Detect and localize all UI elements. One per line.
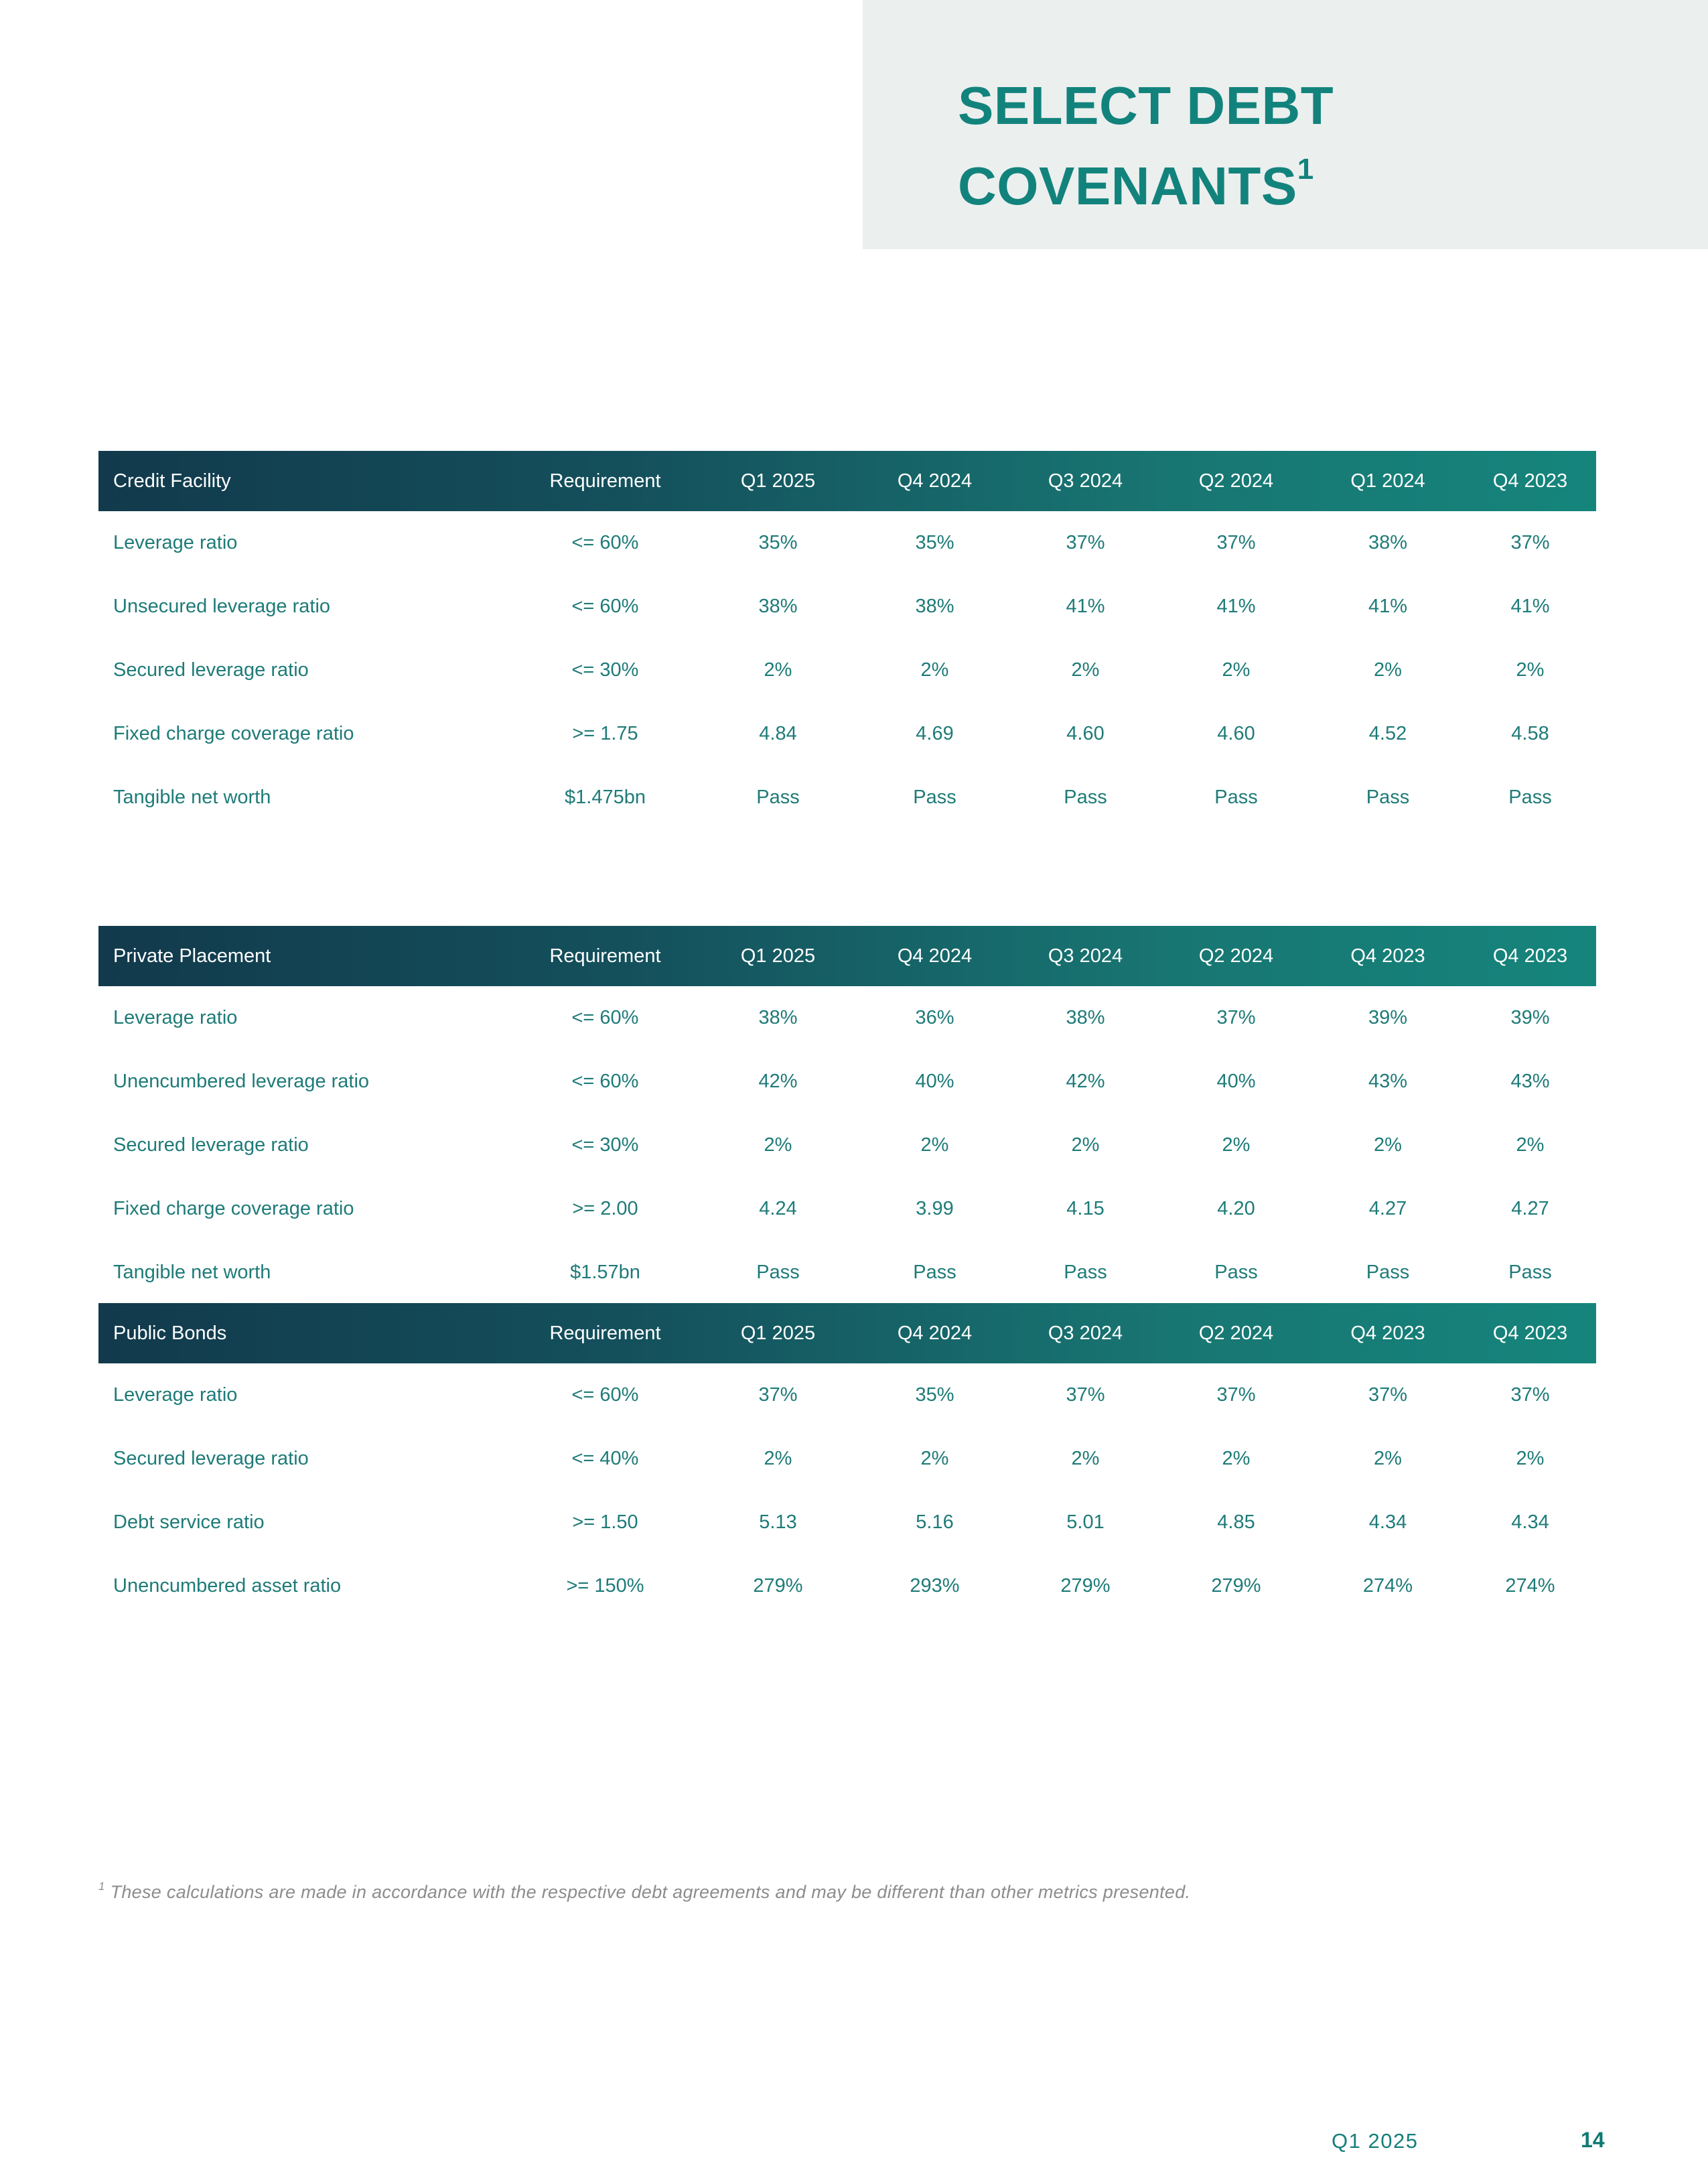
row-value: 274%	[1362, 1575, 1413, 1597]
footer-page-number: 14	[1581, 2128, 1605, 2152]
table-column-header: Q3 2024	[1048, 1322, 1123, 1344]
row-value: 38%	[1368, 532, 1408, 553]
row-label: Fixed charge coverage ratio	[113, 723, 354, 744]
table-row	[98, 702, 1596, 766]
row-value: 2%	[1374, 659, 1402, 681]
row-value: 37%	[1510, 532, 1550, 553]
row-value: 37%	[758, 1384, 798, 1406]
footnote-marker: 1	[98, 1880, 105, 1893]
row-value: 37%	[1066, 1384, 1105, 1406]
row-value: Pass	[1508, 787, 1552, 808]
row-value: <= 60%	[571, 596, 639, 617]
row-value: <= 60%	[571, 1384, 639, 1406]
table-row	[98, 1491, 1596, 1554]
table-header-row	[98, 926, 1596, 986]
row-value: <= 40%	[571, 1448, 639, 1469]
row-value: Pass	[1366, 787, 1410, 808]
row-value: 4.69	[916, 723, 954, 744]
row-value: 274%	[1505, 1575, 1555, 1597]
row-value: 279%	[1211, 1575, 1261, 1597]
row-value: 41%	[1216, 596, 1256, 617]
row-value: 2%	[1374, 1134, 1402, 1156]
row-value: <= 30%	[571, 659, 639, 681]
row-value: 4.60	[1066, 723, 1105, 744]
row-value: 2%	[764, 659, 792, 681]
row-value: 4.52	[1368, 723, 1407, 744]
row-value: Pass	[1064, 1262, 1107, 1283]
row-value: 37%	[1368, 1384, 1408, 1406]
row-value: 2%	[1071, 1448, 1100, 1469]
row-label: Unencumbered asset ratio	[113, 1575, 342, 1597]
row-value: Pass	[913, 1262, 956, 1283]
row-value: 35%	[915, 532, 954, 553]
row-value: 39%	[1368, 1007, 1408, 1028]
row-value: $1.57bn	[570, 1262, 640, 1283]
row-value: 37%	[1066, 532, 1105, 553]
row-value: $1.475bn	[565, 787, 646, 808]
row-value: 4.24	[759, 1198, 797, 1219]
covenant-table-credit-facility	[98, 451, 1596, 829]
table-column-header: Q1 2024	[1350, 470, 1425, 492]
table-title-cell: Public Bonds	[113, 1322, 227, 1344]
row-value: Pass	[1508, 1262, 1552, 1283]
row-value: 2%	[1516, 1448, 1545, 1469]
row-value: 2%	[1222, 1448, 1251, 1469]
table-column-header: Q4 2023	[1350, 1322, 1425, 1344]
row-value: 2%	[1374, 1448, 1402, 1469]
row-label: Tangible net worth	[113, 1262, 271, 1283]
row-value: 2%	[920, 1134, 949, 1156]
row-value: Pass	[913, 787, 956, 808]
table-row	[98, 1554, 1596, 1618]
table-column-header: Q4 2024	[897, 470, 973, 492]
row-value: 37%	[1216, 1384, 1256, 1406]
row-value: <= 60%	[571, 1071, 639, 1092]
row-value: 2%	[1516, 659, 1545, 681]
page-title-footnote-marker: 1	[1297, 153, 1314, 186]
table-column-header: Q2 2024	[1198, 1322, 1274, 1344]
row-label: Tangible net worth	[113, 787, 271, 808]
row-value: <= 60%	[571, 532, 639, 553]
footer-quarter-label: Q1 2025	[1332, 2129, 1419, 2153]
table-row	[98, 1177, 1596, 1241]
row-value: 2%	[1222, 659, 1251, 681]
row-value: 41%	[1066, 596, 1105, 617]
row-value: 38%	[915, 596, 954, 617]
row-value: 43%	[1510, 1071, 1550, 1092]
row-value: 42%	[758, 1071, 798, 1092]
row-label: Secured leverage ratio	[113, 1448, 309, 1469]
row-value: Pass	[1214, 787, 1258, 808]
row-value: 41%	[1510, 596, 1550, 617]
table-column-header: Q1 2025	[740, 470, 816, 492]
page-title-line1: SELECT DEBT	[958, 76, 1334, 135]
footnote	[98, 1880, 1190, 1903]
table-row	[98, 511, 1596, 575]
covenant-table-private-placement	[98, 926, 1596, 1304]
row-value: >= 1.50	[572, 1511, 638, 1533]
table-row	[98, 575, 1596, 638]
table-row	[98, 986, 1596, 1050]
table-column-header: Q2 2024	[1198, 945, 1274, 967]
row-value: Pass	[756, 787, 800, 808]
table-row	[98, 1050, 1596, 1113]
table-row	[98, 1363, 1596, 1427]
row-label: Debt service ratio	[113, 1511, 265, 1533]
row-value: 38%	[1066, 1007, 1105, 1028]
table-column-header: Q4 2023	[1492, 945, 1568, 967]
row-value: 2%	[920, 1448, 949, 1469]
row-value: 5.01	[1066, 1511, 1105, 1533]
row-value: 37%	[1510, 1384, 1550, 1406]
row-value: 43%	[1368, 1071, 1408, 1092]
row-value: 3.99	[916, 1198, 954, 1219]
row-value: 4.27	[1511, 1198, 1549, 1219]
table-column-header: Q3 2024	[1048, 945, 1123, 967]
row-value: >= 1.75	[572, 723, 638, 744]
row-value: <= 30%	[571, 1134, 639, 1156]
row-value: 2%	[1222, 1134, 1251, 1156]
table-row	[98, 638, 1596, 702]
row-value: 40%	[915, 1071, 954, 1092]
row-value: 35%	[758, 532, 798, 553]
row-value: Pass	[1366, 1262, 1410, 1283]
row-value: 2%	[764, 1448, 792, 1469]
row-value: Pass	[1214, 1262, 1258, 1283]
row-value: 279%	[753, 1575, 803, 1597]
table-title-cell: Credit Facility	[113, 470, 231, 492]
footnote-text: These calculations are made in accordance with the respective debt agreements and may be different than other metrics presented.	[110, 1882, 1191, 1902]
row-value: 42%	[1066, 1071, 1105, 1092]
row-value: 38%	[758, 1007, 798, 1028]
table-column-header: Q4 2023	[1492, 1322, 1568, 1344]
table-column-header: Requirement	[549, 945, 661, 967]
row-value: 2%	[920, 659, 949, 681]
row-value: 39%	[1510, 1007, 1550, 1028]
row-label: Unsecured leverage ratio	[113, 596, 331, 617]
table-column-header: Requirement	[549, 470, 661, 492]
row-value: 279%	[1060, 1575, 1111, 1597]
row-value: 37%	[1216, 1007, 1256, 1028]
row-value: 4.27	[1368, 1198, 1407, 1219]
row-value: 4.20	[1217, 1198, 1255, 1219]
table-row	[98, 1241, 1596, 1304]
row-value: 4.34	[1368, 1511, 1407, 1533]
row-value: 4.15	[1066, 1198, 1105, 1219]
row-value: 4.60	[1217, 723, 1255, 744]
table-column-header: Q3 2024	[1048, 470, 1123, 492]
row-value: 2%	[1071, 659, 1100, 681]
hero-band	[863, 0, 1708, 249]
page-title	[958, 66, 1334, 226]
row-value: Pass	[1064, 787, 1107, 808]
table-column-header: Q4 2023	[1350, 945, 1425, 967]
row-value: 5.16	[916, 1511, 954, 1533]
table-row	[98, 1113, 1596, 1177]
row-value: >= 150%	[566, 1575, 644, 1597]
covenant-table-public-bonds	[98, 1303, 1596, 1618]
row-label: Unencumbered leverage ratio	[113, 1071, 370, 1092]
row-value: 36%	[915, 1007, 954, 1028]
row-value: >= 2.00	[572, 1198, 638, 1219]
row-value: 4.85	[1217, 1511, 1255, 1533]
table-header-row	[98, 451, 1596, 511]
table-header-row	[98, 1303, 1596, 1363]
row-label: Leverage ratio	[113, 532, 238, 553]
row-value: 37%	[1216, 532, 1256, 553]
row-value: 2%	[764, 1134, 792, 1156]
row-value: 4.84	[759, 723, 797, 744]
row-value: 4.58	[1511, 723, 1549, 744]
table-row	[98, 1427, 1596, 1491]
row-label: Leverage ratio	[113, 1007, 238, 1028]
table-row	[98, 766, 1596, 829]
table-column-header: Q1 2025	[740, 1322, 816, 1344]
table-column-header: Q4 2024	[897, 1322, 973, 1344]
table-column-header: Q4 2024	[897, 945, 973, 967]
row-label: Secured leverage ratio	[113, 1134, 309, 1156]
row-value: 38%	[758, 596, 798, 617]
row-label: Fixed charge coverage ratio	[113, 1198, 354, 1219]
row-value: Pass	[756, 1262, 800, 1283]
row-label: Leverage ratio	[113, 1384, 238, 1406]
row-value: 293%	[910, 1575, 960, 1597]
row-value: 2%	[1071, 1134, 1100, 1156]
table-column-header: Q2 2024	[1198, 470, 1274, 492]
row-label: Secured leverage ratio	[113, 659, 309, 681]
table-title-cell: Private Placement	[113, 945, 271, 967]
table-column-header: Requirement	[549, 1322, 661, 1344]
row-value: 4.34	[1511, 1511, 1549, 1533]
table-column-header: Q1 2025	[740, 945, 816, 967]
row-value: 41%	[1368, 596, 1408, 617]
row-value: 40%	[1216, 1071, 1256, 1092]
page-title-line2: COVENANTS	[958, 156, 1297, 216]
table-column-header: Q4 2023	[1492, 470, 1568, 492]
row-value: 2%	[1516, 1134, 1545, 1156]
row-value: <= 60%	[571, 1007, 639, 1028]
row-value: 5.13	[759, 1511, 797, 1533]
row-value: 35%	[915, 1384, 954, 1406]
